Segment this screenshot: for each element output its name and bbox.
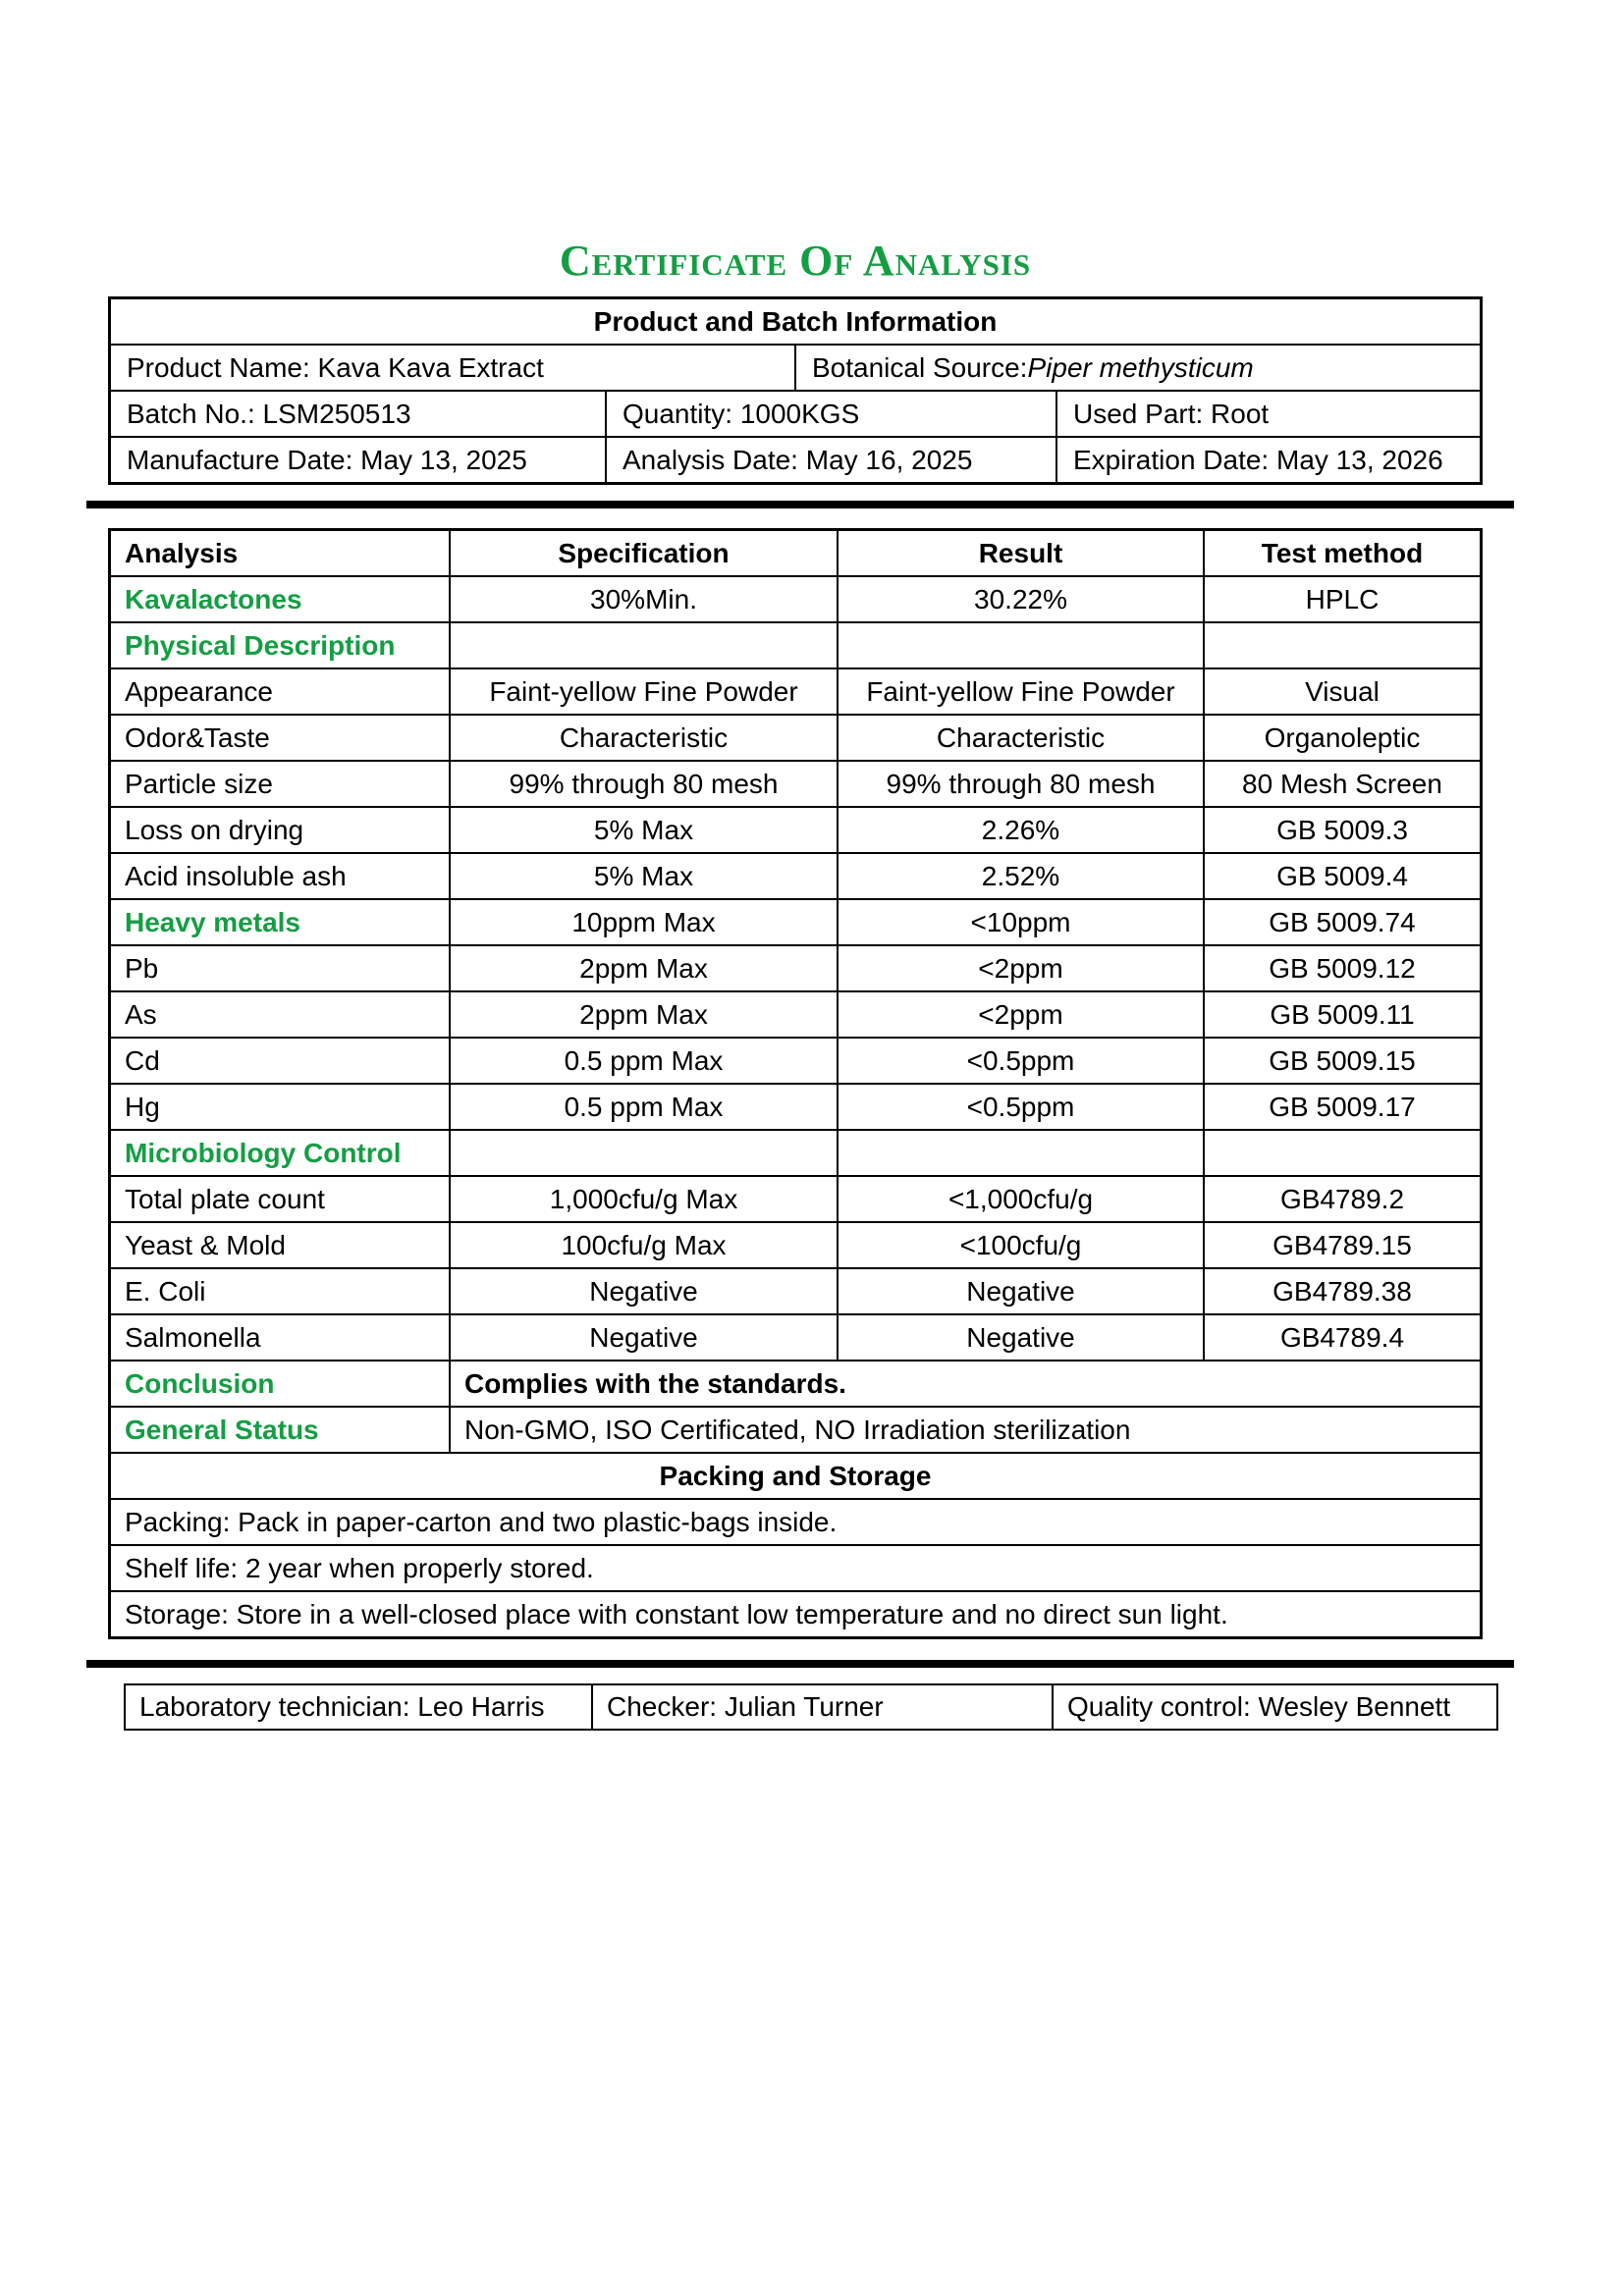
analysis-row: [111, 990, 1480, 1037]
test-method-cell: [1203, 623, 1480, 667]
signature-table: [124, 1683, 1498, 1731]
analysis-row: [111, 1175, 1480, 1221]
span-value-cell: Non-GMO, ISO Certificated, NO Irradiation sterilization: [449, 1408, 1480, 1452]
test-method-cell: GB4789.4: [1203, 1315, 1480, 1360]
analysis-row: [111, 1406, 1480, 1452]
analysis-label-cell: E. Coli: [125, 1275, 206, 1307]
test-method-cell: GB 5009.11: [1203, 992, 1480, 1037]
analysis-label-cell: Yeast & Mold: [125, 1229, 286, 1260]
test-method-cell: GB 5009.74: [1203, 900, 1480, 944]
specification-cell: 10ppm Max: [449, 900, 837, 944]
analysis-row: [111, 898, 1480, 944]
analysis-label-cell: Pb: [125, 952, 159, 984]
span-value-cell: Complies with the standards.: [449, 1362, 1480, 1406]
specification-cell: 1,000cfu/g Max: [449, 1177, 837, 1221]
product-name-cell: Product Name: Kava Kava Extract: [127, 351, 544, 383]
test-method-cell: Organoleptic: [1203, 716, 1480, 760]
specification-cell: Faint-yellow Fine Powder: [449, 669, 837, 714]
expiration-date-cell: Expiration Date: May 13, 2026: [1056, 438, 1480, 482]
result-cell: <2ppm: [837, 992, 1203, 1037]
checker-cell: Checker: Julian Turner: [591, 1685, 1052, 1729]
analysis-row: [111, 1498, 1480, 1544]
analysis-label-cell: Hg: [125, 1091, 160, 1122]
packing-storage-line: Packing: Pack in paper-carton and two plastic-bags inside.: [125, 1506, 838, 1537]
test-method-cell: GB 5009.12: [1203, 946, 1480, 990]
analysis-row: [111, 944, 1480, 990]
analysis-row: [111, 1544, 1480, 1590]
analysis-label-cell: Physical Description: [125, 629, 396, 661]
analysis-column-header: Analysis: [125, 537, 239, 568]
analysis-label-cell: Conclusion: [125, 1367, 275, 1399]
test-method-cell: Visual: [1203, 669, 1480, 714]
test-method-column-header: Test method: [1203, 531, 1480, 575]
result-cell: Negative: [837, 1269, 1203, 1313]
used-part-cell: Used Part: Root: [1056, 392, 1480, 436]
result-cell: Negative: [837, 1315, 1203, 1360]
result-cell: 2.52%: [837, 854, 1203, 898]
quality-control-cell: Quality control: Wesley Bennett: [1052, 1685, 1496, 1729]
result-cell: <0.5ppm: [837, 1085, 1203, 1129]
specification-cell: 2ppm Max: [449, 946, 837, 990]
analysis-row: [111, 1129, 1480, 1175]
specification-cell: Negative: [449, 1315, 837, 1360]
analysis-date-cell: Analysis Date: May 16, 2025: [605, 438, 1056, 482]
analysis-label-cell: Microbiology Control: [125, 1137, 402, 1168]
analysis-label-cell: Salmonella: [125, 1321, 261, 1353]
analysis-row: [111, 1037, 1480, 1083]
test-method-cell: HPLC: [1203, 577, 1480, 621]
manufacture-date-cell: Manufacture Date: May 13, 2025: [127, 444, 527, 475]
specification-cell: [449, 623, 837, 667]
analysis-label-cell: Particle size: [125, 768, 273, 799]
analysis-row: [111, 1313, 1480, 1360]
result-cell: <2ppm: [837, 946, 1203, 990]
analysis-row: [111, 1267, 1480, 1313]
quantity-cell: Quantity: 1000KGS: [605, 392, 1056, 436]
botanical-source-value: Piper methysticum: [1027, 351, 1254, 383]
result-cell: [837, 1131, 1203, 1175]
info-row-batch: [111, 390, 1480, 436]
analysis-label-cell: Heavy metals: [125, 906, 301, 937]
section-divider-top: [86, 501, 1514, 508]
test-method-cell: GB 5009.3: [1203, 808, 1480, 852]
laboratory-technician-cell: Laboratory technician: Leo Harris: [139, 1691, 545, 1723]
info-row-product: [111, 344, 1480, 390]
packing-storage-line: Storage: Store in a well-closed place with constant low temperature and no direct sun light.: [125, 1598, 1228, 1629]
result-cell: <0.5ppm: [837, 1039, 1203, 1083]
test-method-cell: GB 5009.17: [1203, 1085, 1480, 1129]
specification-cell: 30%Min.: [449, 577, 837, 621]
info-row-dates: [111, 436, 1480, 482]
test-method-cell: GB4789.15: [1203, 1223, 1480, 1267]
analysis-row: [111, 1221, 1480, 1267]
test-method-cell: GB 5009.15: [1203, 1039, 1480, 1083]
result-column-header: Result: [837, 531, 1203, 575]
result-cell: <100cfu/g: [837, 1223, 1203, 1267]
specification-column-header: Specification: [449, 531, 837, 575]
analysis-row: [111, 621, 1480, 667]
test-method-cell: GB4789.38: [1203, 1269, 1480, 1313]
specification-cell: 0.5 ppm Max: [449, 1085, 837, 1129]
analysis-row: [111, 806, 1480, 852]
analysis-row: [111, 852, 1480, 898]
analysis-label-cell: General Status: [125, 1414, 319, 1445]
analysis-label-cell: As: [125, 998, 157, 1030]
result-cell: 99% through 80 mesh: [837, 762, 1203, 806]
section-divider-bottom: [86, 1660, 1514, 1668]
analysis-label-cell: Total plate count: [125, 1183, 325, 1214]
specification-cell: 5% Max: [449, 854, 837, 898]
test-method-cell: GB4789.2: [1203, 1177, 1480, 1221]
result-cell: 2.26%: [837, 808, 1203, 852]
product-info-table: [108, 296, 1483, 485]
specification-cell: 5% Max: [449, 808, 837, 852]
analysis-label-cell: Cd: [125, 1044, 160, 1076]
specification-cell: 100cfu/g Max: [449, 1223, 837, 1267]
batch-no-cell: Batch No.: LSM250513: [127, 398, 411, 429]
analysis-row: [111, 1590, 1480, 1636]
analysis-row: [111, 1083, 1480, 1129]
result-cell: <10ppm: [837, 900, 1203, 944]
analysis-label-cell: Loss on drying: [125, 814, 304, 845]
analysis-table: [108, 528, 1483, 1639]
result-cell: Characteristic: [837, 716, 1203, 760]
result-cell: 30.22%: [837, 577, 1203, 621]
test-method-cell: 80 Mesh Screen: [1203, 762, 1480, 806]
test-method-cell: [1203, 1131, 1480, 1175]
specification-cell: 0.5 ppm Max: [449, 1039, 837, 1083]
specification-cell: [449, 1131, 837, 1175]
info-header-row: [111, 299, 1480, 344]
analysis-label-cell: Odor&Taste: [125, 721, 270, 753]
analysis-label-cell: Kavalactones: [125, 583, 302, 614]
specification-cell: 99% through 80 mesh: [449, 762, 837, 806]
packing-storage-line: Shelf life: 2 year when properly stored.: [125, 1552, 594, 1583]
document-title: Certificate Of Analysis: [559, 237, 1032, 285]
analysis-row: [111, 667, 1480, 714]
info-table-title: Product and Batch Information: [593, 305, 998, 337]
analysis-label-cell: Acid insoluble ash: [125, 860, 347, 891]
result-cell: <1,000cfu/g: [837, 1177, 1203, 1221]
analysis-row: [111, 760, 1480, 806]
test-method-cell: GB 5009.4: [1203, 854, 1480, 898]
packing-storage-header: Packing and Storage: [659, 1460, 932, 1491]
analysis-row: [111, 1452, 1480, 1498]
specification-cell: 2ppm Max: [449, 992, 837, 1037]
analysis-row: [111, 714, 1480, 760]
result-cell: Faint-yellow Fine Powder: [837, 669, 1203, 714]
analysis-row: [111, 531, 1480, 575]
analysis-label-cell: Appearance: [125, 675, 274, 707]
specification-cell: Characteristic: [449, 716, 837, 760]
botanical-source-cell: [794, 346, 1480, 390]
botanical-source-label: Botanical Source:: [812, 351, 1028, 383]
analysis-row: [111, 575, 1480, 621]
result-cell: [837, 623, 1203, 667]
analysis-row: [111, 1360, 1480, 1406]
specification-cell: Negative: [449, 1269, 837, 1313]
